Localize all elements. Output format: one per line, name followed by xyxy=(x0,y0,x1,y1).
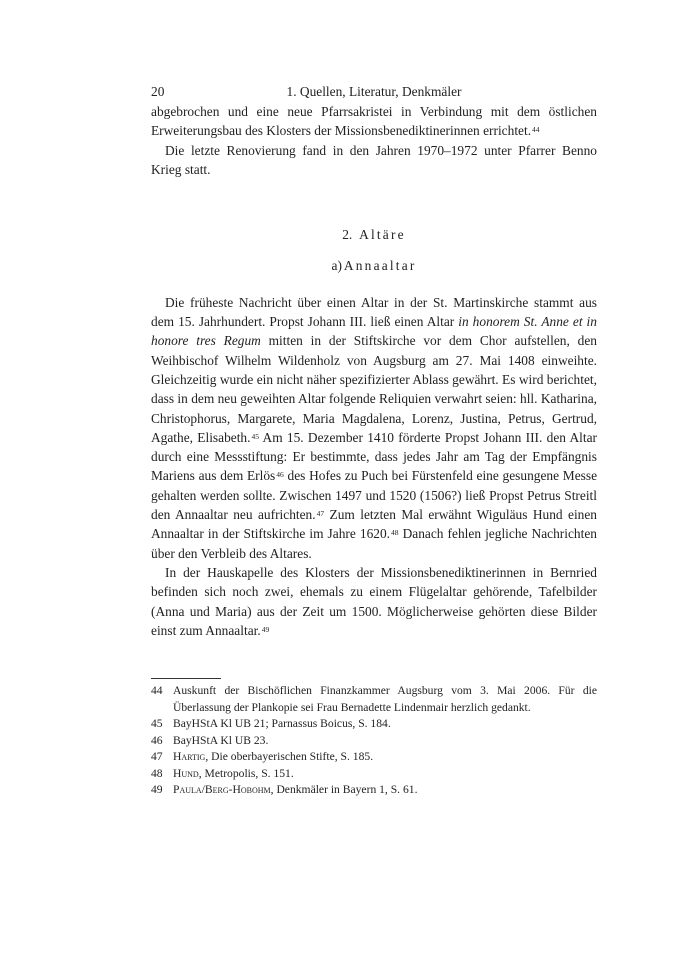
footnote-text: BayHStA Kl UB 21; Parnassus Boicus, S. 184. xyxy=(173,717,391,731)
footnote-number: 45 xyxy=(151,717,163,731)
section-title: Altäre xyxy=(359,227,406,243)
footnote-49 xyxy=(151,782,597,799)
section-heading xyxy=(151,225,597,244)
footnote-44 xyxy=(151,683,597,716)
footnote-number: 46 xyxy=(151,733,163,747)
intro-paragraph-1 xyxy=(151,102,597,141)
intro-text-1: abgebrochen und eine neue Pfarrsakristei in Verbindung mit dem östlichen Erweiterungsbau des Klosters der Missionsbenediktinerinnen errichtet. xyxy=(151,104,597,139)
footnote-author: Hartig xyxy=(173,750,206,764)
footnote-text xyxy=(173,749,597,766)
footnote-citation: , Denkmäler in Bayern 1, S. 61. xyxy=(270,783,418,797)
p1-text-6: Danach fehlen jegliche Nachrichten über den Verbleib des Altares. xyxy=(151,526,597,561)
body-text xyxy=(151,102,597,640)
footnote-ref-49[interactable]: 49 xyxy=(261,624,270,634)
footnote-ref-44[interactable]: 44 xyxy=(532,125,540,135)
footnote-author: Hund xyxy=(173,766,199,780)
footnote-number: 47 xyxy=(151,750,163,764)
footnote-divider xyxy=(151,678,221,679)
p1-text-1: Die früheste Nachricht über einen Altar in der St. Martinskirche stammt aus dem 15. Jahrhundert. Propst Johann III. ließ einen Altar xyxy=(151,294,597,330)
subsection-heading xyxy=(151,256,597,275)
subsection-number: a) xyxy=(331,258,342,274)
section-number: 2. xyxy=(342,227,353,243)
intro-paragraph-2: Die letzte Renovierung fand in den Jahren 1970–1972 unter Pfarrer Benno Krieg statt. xyxy=(151,142,597,177)
footnote-ref-47[interactable]: 47 xyxy=(316,509,325,519)
footnote-number: 44 xyxy=(151,684,163,698)
page-header xyxy=(151,84,597,102)
running-title: 1. Quellen, Literatur, Denkmäler xyxy=(286,84,462,99)
p1-text-5: Zum letzten Mal erwähnt Wiguläus Hund einen Annaaltar in der Stiftskirche im Jahre 1620. xyxy=(151,507,598,542)
page-number: 20 xyxy=(151,84,165,99)
footnote-47 xyxy=(151,749,597,766)
p1-text-3: Am 15. Dezember 1410 förderte Propst Johann III. den Altar durch eine Messstiftung: Er bestimmte, dass jedes Jahr am Tag der Empfängnis Mariens aus dem Erlös xyxy=(151,429,598,484)
footnote-citation: , Metropolis, S. 151. xyxy=(198,766,294,780)
footnote-citation: , Die oberbayerischen Stifte, S. 185. xyxy=(205,750,374,764)
footnote-text xyxy=(173,766,597,783)
book-page xyxy=(151,84,597,799)
footnote-48 xyxy=(151,766,597,783)
footnote-ref-48[interactable]: 48 xyxy=(391,528,399,538)
footnote-number: 48 xyxy=(151,766,163,780)
latin-dedication: in honorem St. Anne et in honore tres Regum xyxy=(151,314,597,349)
body-paragraph-2 xyxy=(151,563,597,640)
footnote-ref-45[interactable]: 45 xyxy=(251,431,259,441)
footnote-text: Auskunft der Bischöflichen Finanzkammer Augsburg vom 3. Mai 2006. Für die Überlassung der Plankopie sei Frau Bernadette Lindenmair herzlich gedankt. xyxy=(173,684,597,714)
p2-text: In der Hauskapelle des Klosters der Missionsbenediktinerinnen in Bernried befinden sich noch zwei, ehemals zu einem Flügelaltar gehörende, Tafelbilder (Anna und Maria) aus der Zeit um 1500. Möglicherweise gehörten diese Bilder einst zum Annaaltar. xyxy=(151,564,597,638)
footnote-46 xyxy=(151,733,597,750)
footnote-text xyxy=(173,782,597,799)
footnote-author: Paula/Berg-Hobohm xyxy=(173,783,271,797)
footnotes xyxy=(151,683,597,799)
footnote-number: 49 xyxy=(151,783,163,797)
footnote-ref-46[interactable]: 46 xyxy=(276,470,284,480)
p1-text-4: des Hofes zu Puch bei Fürstenfeld eine gesungene Messe gehalten werden sollte. Zwischen 1497 und 1520 (1506?) ließ Propst Petrus Streitl den Annaaltar neu aufrichten. xyxy=(151,468,598,523)
body-paragraph-1 xyxy=(151,293,597,563)
footnote-text: BayHStA Kl UB 23. xyxy=(173,733,269,747)
footnote-45 xyxy=(151,716,597,733)
subsection-title: Annaaltar xyxy=(343,258,417,274)
p1-text-2: mitten in der Stiftskirche vor dem Chor aufstellen, den Weihbischof Wilhelm Wildenholz von Augsburg am 27. Mai 1408 einweihte. Gleichzeitig wurde ein nicht näher spezifizierter Ablass gewährt. Es wird berichtet, dass in dem neu geweihten Altar folgende Reliquien verwahrt seien: hll. Katharina, Christophorus, Margarete, Maria Magdalena, Lorenz, Justina, Petrus, Gertrud, Agathe, Elisabeth. xyxy=(151,333,597,445)
